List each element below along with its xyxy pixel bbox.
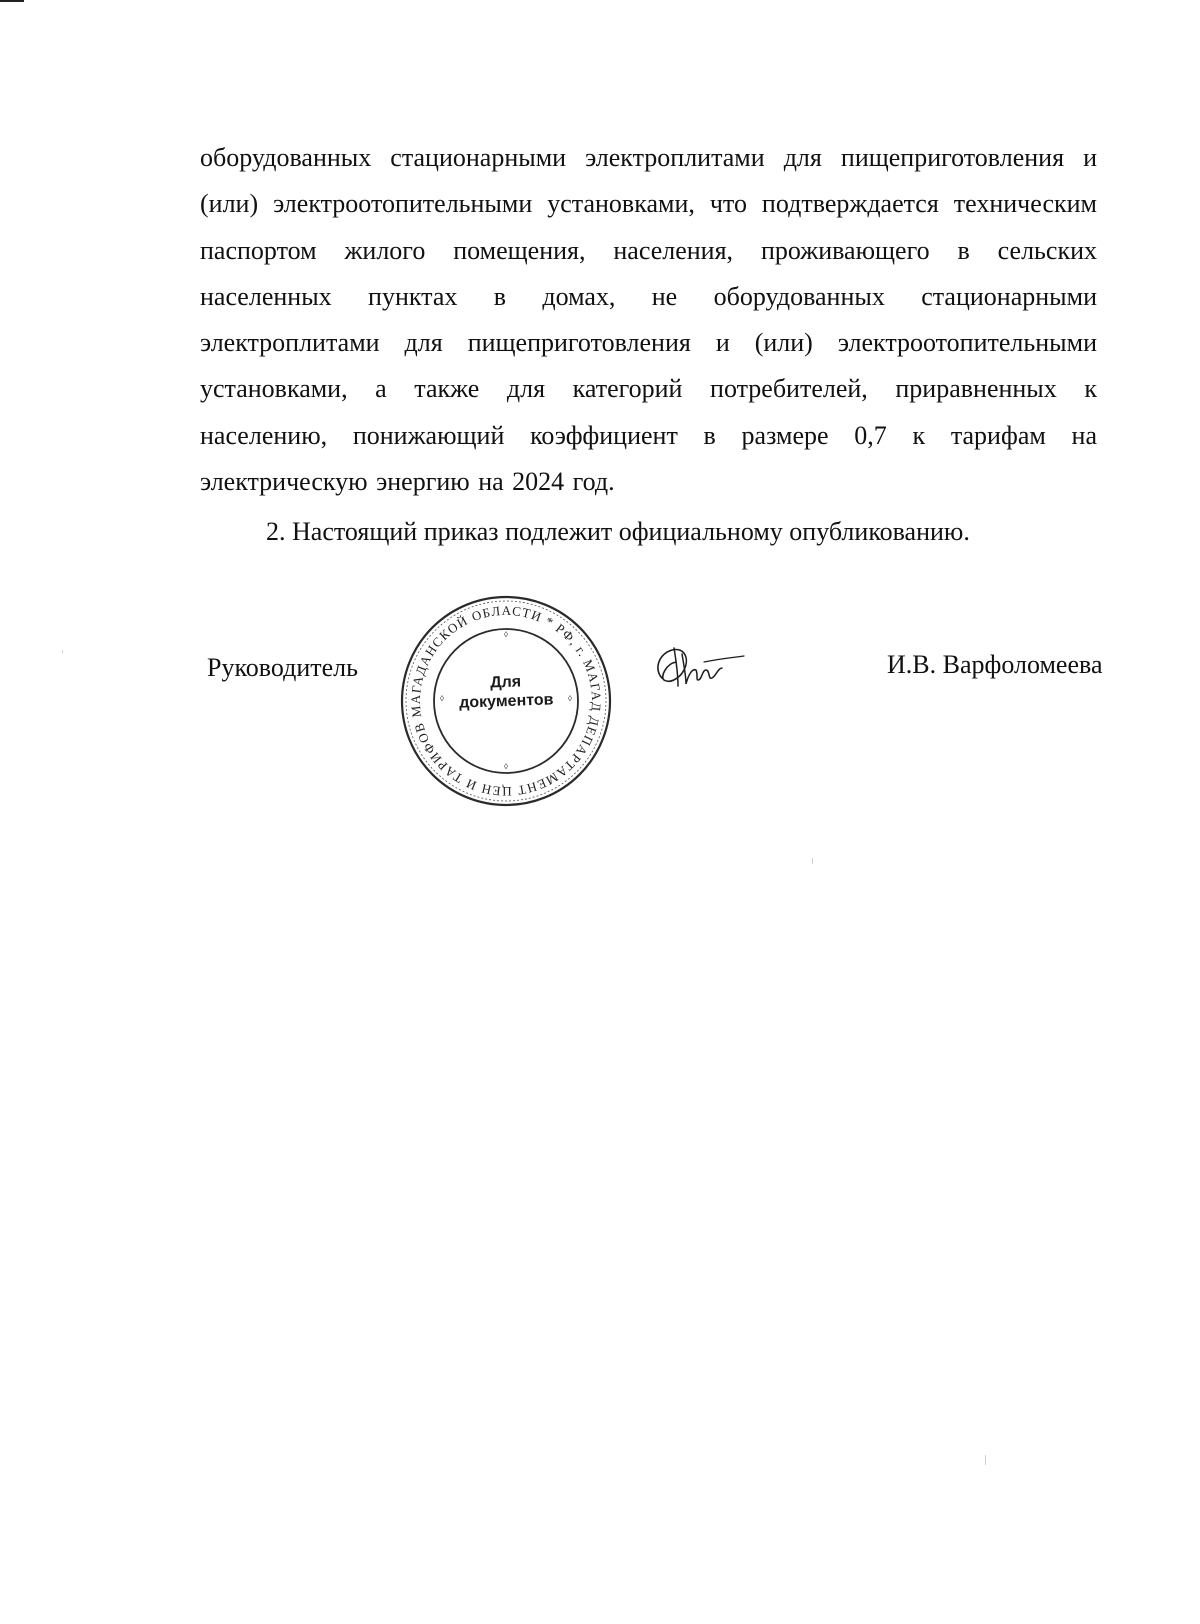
- body-paragraph-2: 2. Настоящий приказ подлежит официальному опубликованию.: [266, 517, 970, 546]
- seal-center-text: [447, 671, 564, 713]
- svg-text:◊: ◊: [504, 630, 508, 639]
- scan-speck: [985, 1455, 986, 1465]
- scan-speck: [812, 858, 813, 864]
- scan-corner-mark: [0, 0, 24, 2]
- svg-text:◊: ◊: [568, 694, 572, 703]
- handwritten-signature: [648, 640, 748, 700]
- signer-name: И.В. Варфоломеева: [887, 650, 1103, 679]
- seal-ring-text: ДЕПАРТАМЕНТ ЦЕН И ТАРИФОВ МАГАДАНСКОЙ ОБЛАСТИ * РФ, г. МАГАДАН: [407, 602, 605, 800]
- seal-center-line-2: документов: [458, 691, 554, 712]
- svg-text:◊: ◊: [504, 762, 508, 771]
- official-seal: [398, 593, 614, 809]
- scan-speck: [62, 650, 63, 653]
- seal-center-line-1: Для: [489, 673, 522, 692]
- svg-text:◊: ◊: [440, 694, 444, 703]
- signer-position: Руководитель: [207, 653, 358, 682]
- body-paragraph-1: оборудованных стационарными электроплитами для пищеприготовления и (или) электроотопительными установками, что подтверждается техническим паспортом жилого помещения, населения, проживающего в сельских населенных пунктах в домах, не оборудованных стационарными электроплитами для пищеприготовления и (или) электроотопительными установками, а также для категорий потребителей, приравненных к населению, понижающий коэффициент в размере 0,7 к тарифам на электрическую энергию на 2024 год.: [200, 143, 1097, 497]
